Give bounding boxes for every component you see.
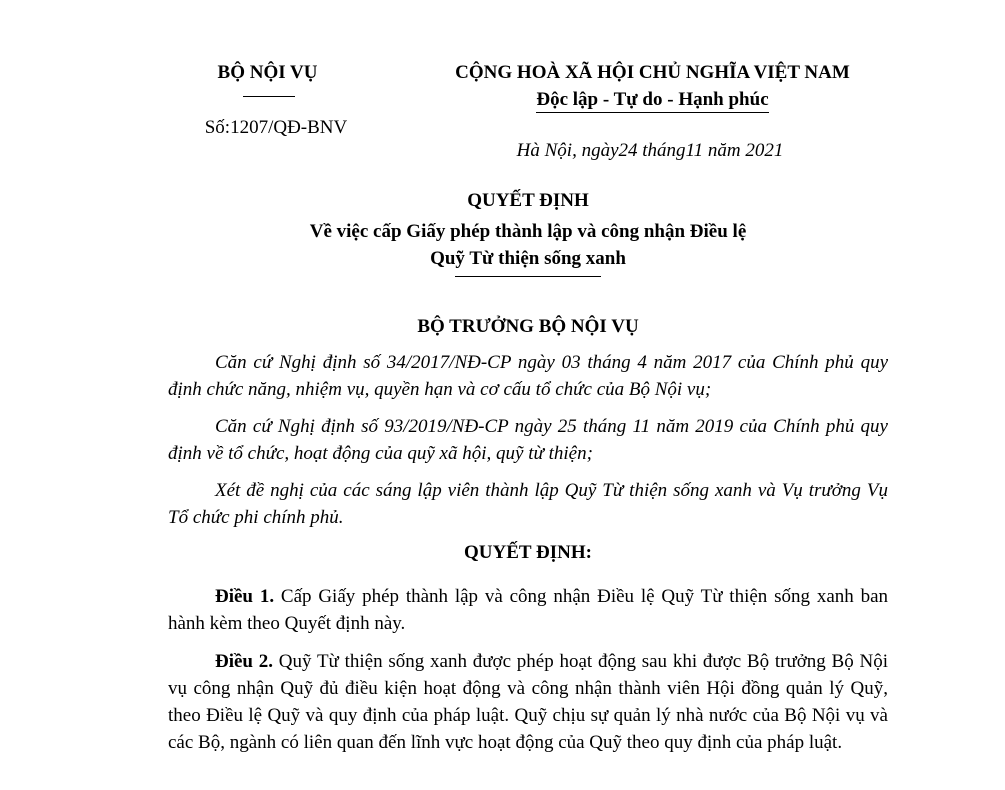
article-1-text: Cấp Giấy phép thành lập và công nhận Điều lệ Quỹ Từ thiện sống xanh ban hành kèm theo Quyết định này. [168,586,889,634]
national-motto [430,89,875,111]
document-number: Số:1207/QĐ-BNV [204,117,348,138]
subject-line-1: Về việc cấp Giấy phép thành lập và công nhận Điều lệ [309,221,747,242]
subject-underline [455,276,601,277]
article-2-label: Điều 2. [215,651,274,672]
subject-line-2: Quỹ Từ thiện sống xanh [430,248,626,269]
national-title: CỘNG HOÀ XÃ HỘI CHỦ NGHĨA VIỆT NAM [455,62,850,83]
document-type: QUYẾT ĐỊNH [467,190,589,211]
motto-text: Độc lập - Tự do - Hạnh phúc [536,89,768,113]
place-and-date: Hà Nội, ngày24 tháng11 năm 2021 [516,140,784,161]
decision-heading: QUYẾT ĐỊNH: [464,542,592,563]
article-1-label: Điều 1. [215,586,275,607]
legal-basis-1: Căn cứ Nghị định số 34/2017/NĐ-CP ngày 03 tháng 4 năm 2017 của Chính phủ quy định chức năng, nhiệm vụ, quyền hạn và cơ cấu tổ chức của Bộ Nội vụ; [168,352,888,400]
legal-basis-3: Xét đề nghị của các sáng lập viên thành lập Quỹ Từ thiện sống xanh và Vụ trưởng Vụ Tổ chức phi chính phủ. [168,480,888,528]
ministry-underline [243,96,295,97]
article-1 [168,583,888,637]
issuing-authority: BỘ TRƯỞNG BỘ NỘI VỤ [417,316,639,337]
article-2-text: Quỹ Từ thiện sống xanh được phép hoạt động sau khi được Bộ trưởng Bộ Nội vụ công nhận Quỹ đủ điều kiện hoạt động và công nhận thành viên Hội đồng quản lý Quỹ, theo Điều lệ Quỹ và quy định của pháp luật. Quỹ chịu sự quản lý nhà nước của Bộ Nội vụ và các Bộ, ngành có liên quan đến lĩnh vực hoạt động của Quỹ theo quy định của pháp luật. [168,651,889,753]
issuing-ministry: BỘ NỘI VỤ [217,62,318,83]
legal-basis-2: Căn cứ Nghị định số 93/2019/NĐ-CP ngày 25 tháng 11 năm 2019 của Chính phủ quy định về tổ chức, hoạt động của quỹ xã hội, quỹ từ thiện; [168,416,888,464]
article-2 [168,648,888,756]
